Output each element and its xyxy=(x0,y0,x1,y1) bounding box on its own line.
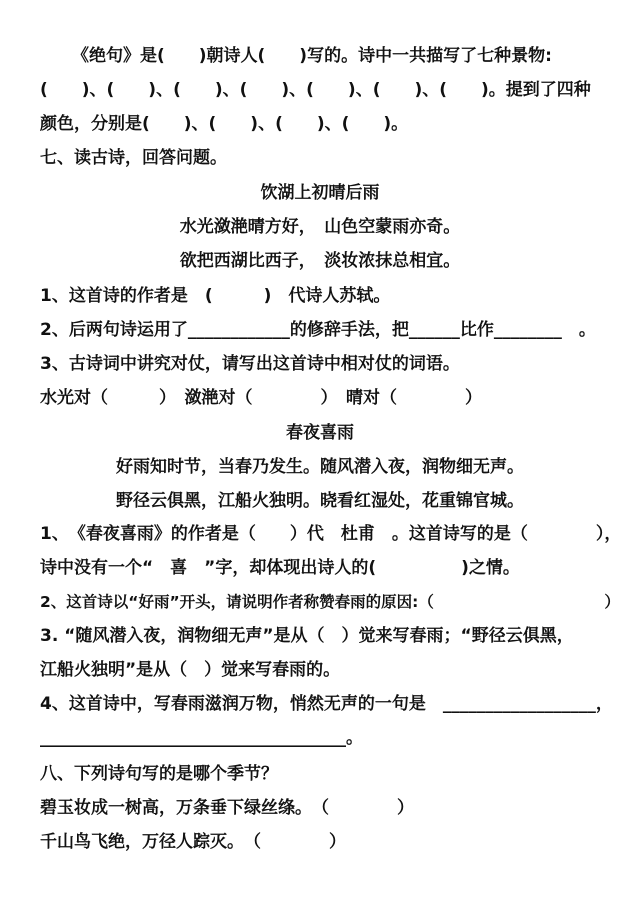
juju-question-line-2: ( )、( )、( )、( )、( )、( )、( )。提到了四种 xyxy=(40,80,591,100)
poem-title-chunye: 春夜喜雨 xyxy=(286,423,354,443)
chunye-question-4-line-1: 4、这首诗中，写春雨滋润万物，悄然无声的一句是 __________________， xyxy=(40,694,613,714)
chunye-question-2: 2、这首诗以“好雨”开头，请说明作者称赞春雨的原因:（ ） xyxy=(40,593,620,611)
chunye-question-1-line-2: 诗中没有一个“ 喜 ”字，却体现出诗人的( )之情。 xyxy=(40,558,520,578)
chunye-question-3-line-2: 江船火独明”是从（ ）觉来写春雨的。 xyxy=(40,660,341,680)
section-eight-heading: 八、下列诗句写的是哪个季节？ xyxy=(40,764,278,784)
poem-chunye-line-1: 好雨知时节，当春乃发生。随风潜入夜，润物细无声。 xyxy=(116,457,524,477)
poem-chunye-line-2: 野径云俱黑，江船火独明。晓看红湿处，花重锦官城。 xyxy=(116,491,524,511)
season-question-1: 碧玉妆成一树高，万条垂下绿丝绦。 （ ） xyxy=(40,798,414,818)
yinhu-question-2: 2、后两句诗运用了____________的修辞手法，把______比作________ 。 xyxy=(40,320,596,340)
poem-yinhu-line-1: 水光潋滟晴方好， 山色空蒙雨亦奇。 xyxy=(179,217,461,237)
yinhu-question-1: 1、这首诗的作者是 ( ) 代诗人苏轼。 xyxy=(40,286,391,306)
poem-yinhu-line-2: 欲把西湖比西子， 淡妆浓抹总相宜。 xyxy=(179,251,461,271)
chunye-question-4-line-2: ____________________________________。 xyxy=(40,728,363,748)
poem-title-yinhu: 饮湖上初晴后雨 xyxy=(260,183,380,203)
chunye-question-1-line-1: 1、 《春夜喜雨》的作者是（ ）代 杜甫 。这首诗写的是（ ）， xyxy=(40,524,622,544)
section-seven-heading: 七、读古诗，回答问题。 xyxy=(40,148,227,168)
chunye-question-3-line-1: 3. “随风潜入夜，润物细无声”是从（ ）觉来写春雨；“野径云俱黑， xyxy=(40,626,574,646)
yinhu-duizhang-answers: 水光对（ ） 潋滟对（ ） 晴对（ ） xyxy=(40,388,482,408)
juju-question-line-3: 颜色，分别是( )、( )、( )、( )。 xyxy=(40,114,409,134)
season-question-2: 千山鸟飞绝，万径人踪灭。 （ ） xyxy=(40,832,346,852)
juju-question-line-1: 《绝句》是( )朝诗人( )写的。诗中一共描写了七种景物: xyxy=(72,46,552,66)
yinhu-question-3: 3、古诗词中讲究对仗，请写出这首诗中相对仗的词语。 xyxy=(40,354,460,374)
